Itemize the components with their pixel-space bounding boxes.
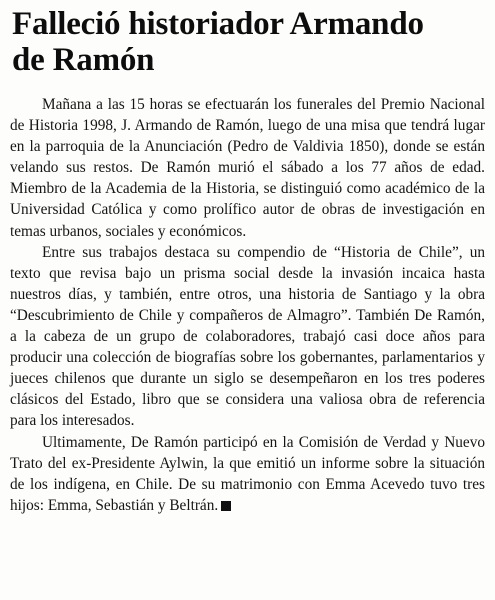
paragraph-1: Mañana a las 15 horas se efectuarán los funerales del Premio Nacional de Historia 1998, J. Armando de Ramón, luego de una misa que tendrá lugar en la parroquia de la Anunciación (Pedro de Valdivia 1850), donde se están velando sus restos. De Ramón murió el sábado a los 77 años de edad. Miembro de la Academia de la Historia, se distinguió como académico de la Universidad Católica y como prolífico autor de obras de investigación en temas urbanos, sociales y económicos. — [10, 96, 485, 240]
paragraph-3-text: Ultimamente, De Ramón participó en la Comisión de Verdad y Nuevo Trato del ex-Presidente Aylwin, la que emitió un informe sobre la situación de los indígena, en Chile. De su matrimonio con Emma Acevedo tuvo tres hijos: Emma, Sebastián y Beltrán. — [10, 433, 485, 514]
headline-line-1: Falleció historiador Armando — [12, 6, 424, 42]
paragraph-2: Entre sus trabajos destaca su compendio de “Historia de Chile”, un texto que revisa bajo un prisma social desde la invasión incaica hasta nuestros días, y también, entre otros, una historia de Santiago y la obra “Descubrimiento de Chile y compañeros de Almagro”. También De Ramón, a la cabeza de un grupo de colaboradores, trabajó casi doce años para producir una colección de biografías sobre los gobernantes, parlamentarios y jueces chilenos que durante un siglo se desempeñaron en los tres poderes clásicos del Estado, libro que se considera una valiosa obra de referencia para los interesados. — [10, 243, 485, 430]
end-of-article-mark — [221, 501, 231, 511]
headline — [12, 6, 485, 78]
article-body — [10, 94, 485, 516]
paragraph-3 — [10, 432, 485, 516]
headline-line-2: de Ramón — [12, 42, 155, 78]
